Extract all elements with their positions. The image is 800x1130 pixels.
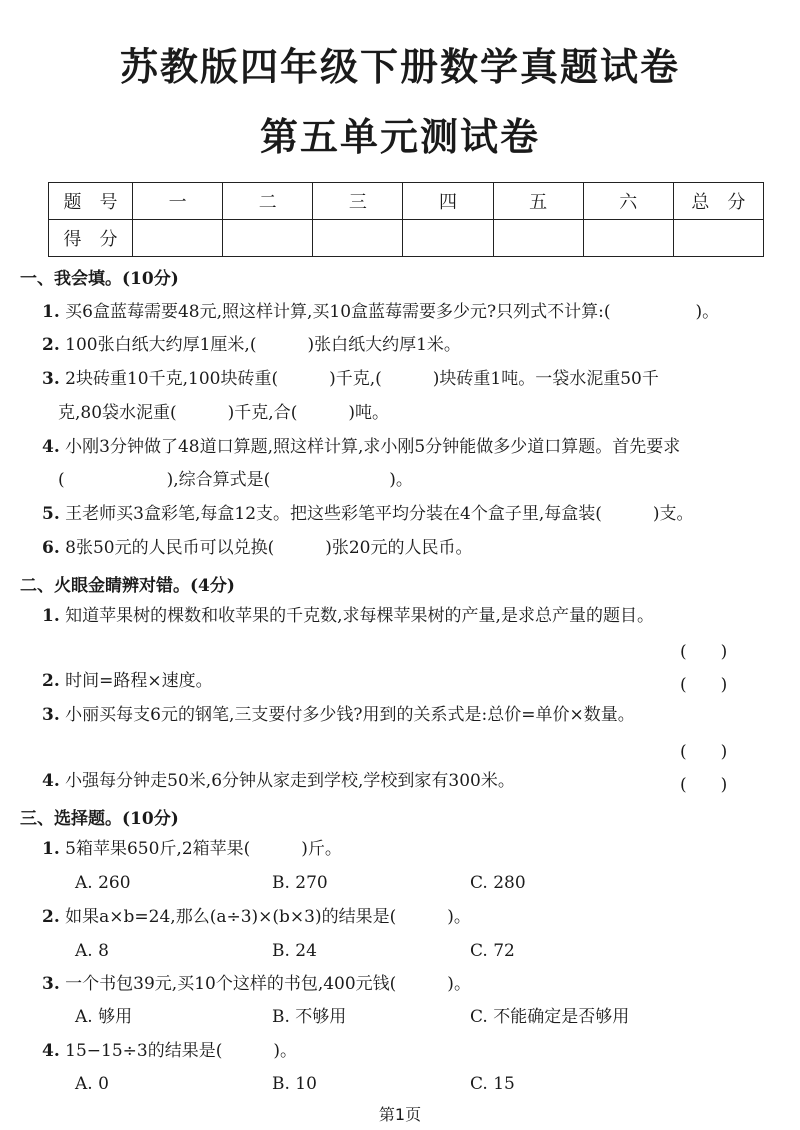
score-table-row-label: 得 分 <box>49 220 133 257</box>
answer-paren[interactable]: ( ) <box>680 742 728 762</box>
section-heading: 三、选择题。(10分) <box>20 809 179 829</box>
score-table-header: 二 <box>223 183 313 220</box>
option-c[interactable]: C. 72 <box>470 941 515 961</box>
question: 6. 8张50元的人民币可以兑换( )张20元的人民币。 <box>42 538 473 558</box>
score-cell[interactable] <box>583 220 673 257</box>
option-a[interactable]: A. 够用 <box>75 1007 133 1027</box>
option-b[interactable]: B. 270 <box>272 873 328 893</box>
question: 1. 5箱苹果650斤,2箱苹果( )斤。 <box>42 839 342 859</box>
question: 1. 知道苹果树的棵数和收苹果的千克数,求每棵苹果树的产量,是求总产量的题目。 <box>42 606 654 626</box>
question: 2. 如果a×b=24,那么(a÷3)×(b×3)的结果是( )。 <box>42 907 471 927</box>
option-c[interactable]: C. 280 <box>470 873 526 893</box>
question: 4. 小强每分钟走50米,6分钟从家走到学校,学校到家有300米。 <box>42 771 515 791</box>
question: 4. 小刚3分钟做了48道口算题,照这样计算,求小刚5分钟能做多少道口算题。首先要求 <box>42 437 681 457</box>
score-table-header: 总 分 <box>673 183 763 220</box>
option-a[interactable]: A. 260 <box>75 873 131 893</box>
question-continuation: 克,80袋水泥重( )千克,合( )吨。 <box>58 403 389 423</box>
option-b[interactable]: B. 不够用 <box>272 1007 347 1027</box>
score-table-header: 四 <box>403 183 493 220</box>
option-a[interactable]: A. 8 <box>75 941 109 961</box>
question: 1. 买6盒蓝莓需要48元,照这样计算,买10盒蓝莓需要多少元?只列式不计算:( )。 <box>42 302 720 322</box>
question: 4. 15−15÷3的结果是( )。 <box>42 1041 297 1061</box>
answer-paren[interactable]: ( ) <box>680 675 728 695</box>
option-c[interactable]: C. 不能确定是否够用 <box>470 1007 630 1027</box>
option-a[interactable]: A. 0 <box>75 1074 109 1094</box>
section-heading: 一、我会填。(10分) <box>20 269 179 289</box>
question: 2. 时间=路程×速度。 <box>42 671 213 691</box>
score-cell[interactable] <box>673 220 763 257</box>
score-cell[interactable] <box>493 220 583 257</box>
score-cell[interactable] <box>403 220 493 257</box>
score-cell[interactable] <box>133 220 223 257</box>
option-b[interactable]: B. 24 <box>272 941 317 961</box>
question-continuation: ( ),综合算式是( )。 <box>58 470 413 490</box>
question: 5. 王老师买3盒彩笔,每盒12支。把这些彩笔平均分装在4个盒子里,每盒装( )支。 <box>42 504 694 524</box>
score-table-header-row <box>49 183 764 220</box>
score-table-header: 六 <box>583 183 673 220</box>
question: 3. 一个书包39元,买10个这样的书包,400元钱( )。 <box>42 974 471 994</box>
question: 3. 2块砖重10千克,100块砖重( )千克,( )块砖重1吨。一袋水泥重50千 <box>42 369 659 389</box>
answer-paren[interactable]: ( ) <box>680 775 728 795</box>
question: 3. 小丽买每支6元的钢笔,三支要付多少钱?用到的关系式是:总价=单价×数量。 <box>42 705 635 725</box>
option-b[interactable]: B. 10 <box>272 1074 317 1094</box>
score-table <box>48 182 764 257</box>
score-table-header: 五 <box>493 183 583 220</box>
score-table-header: 三 <box>313 183 403 220</box>
score-cell[interactable] <box>223 220 313 257</box>
exam-title: 苏教版四年级下册数学真题试卷 <box>119 45 680 89</box>
score-cell[interactable] <box>313 220 403 257</box>
question: 2. 100张白纸大约厚1厘米,( )张白纸大约厚1米。 <box>42 335 461 355</box>
section-heading: 二、火眼金睛辨对错。(4分) <box>20 576 235 596</box>
score-table-header: 一 <box>133 183 223 220</box>
option-c[interactable]: C. 15 <box>470 1074 515 1094</box>
score-table-row-label: 题 号 <box>49 183 133 220</box>
exam-subtitle: 第五单元测试卷 <box>259 115 540 159</box>
page-number: 第1页 <box>378 1105 422 1124</box>
score-table-score-row <box>49 220 764 257</box>
answer-paren[interactable]: ( ) <box>680 642 728 662</box>
